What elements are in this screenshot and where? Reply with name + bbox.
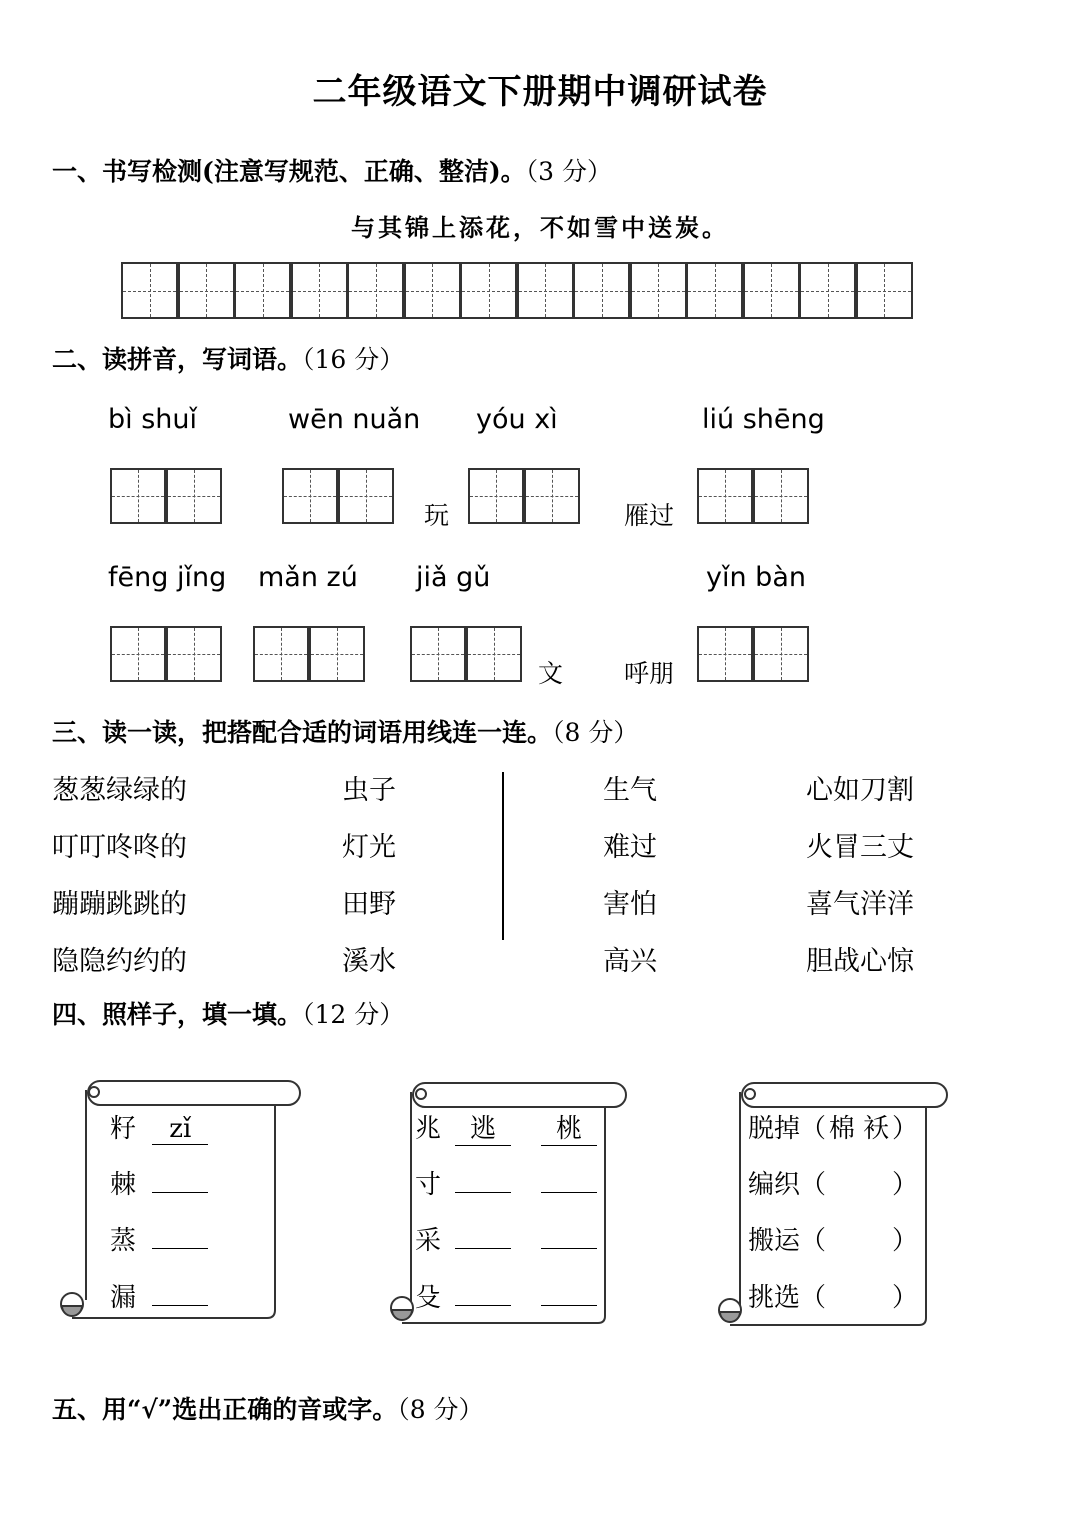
pinyin-wen-nuan: wēn nuǎn (288, 404, 421, 435)
scroll-1-row (110, 1108, 208, 1145)
pinyin-man-zu: mǎn zú (258, 562, 358, 593)
section-3-heading-text: 三、读一读，把搭配合适的词语用线连一连。 (52, 718, 553, 747)
section-4-heading-text: 四、照样子，填一填。 (52, 1000, 303, 1029)
section-5-heading (52, 1390, 484, 1426)
match-idiom-word[interactable]: 喜气洋洋 (806, 889, 914, 920)
scroll-1-char: 棘 (110, 1170, 137, 1200)
scroll-1-blank[interactable] (152, 1305, 208, 1306)
scroll-2-char: 寸 (415, 1170, 442, 1200)
scroll-2-blank[interactable] (541, 1248, 597, 1249)
scroll-2-blank[interactable]: 桃 (541, 1108, 597, 1146)
scroll-1-char: 籽 (110, 1114, 137, 1144)
word-prefix-hupeng: 呼朋 (624, 659, 675, 688)
scroll-3-paren-close: ） (892, 1170, 919, 1200)
scroll-2-row (415, 1220, 597, 1257)
section-1-heading-text: 一、书写检测(注意写规范、正确、整洁)。 (52, 157, 526, 186)
match-left-word[interactable]: 叮叮咚咚的 (52, 832, 187, 863)
scroll-1-char: 漏 (110, 1283, 137, 1313)
scroll-3-paren-open: （ (800, 1114, 827, 1144)
scroll-2-row (415, 1277, 597, 1314)
scroll-2-row (415, 1108, 597, 1146)
scroll-2-blank[interactable] (541, 1305, 597, 1306)
scroll-3-word: 挑选 (748, 1283, 801, 1313)
scroll-2-char: 殳 (415, 1283, 442, 1313)
scroll-3-row (748, 1108, 918, 1145)
match-right-word[interactable]: 田野 (342, 889, 396, 920)
match-left-word[interactable]: 葱葱绿绿的 (52, 775, 187, 806)
page-title: 二年级语文下册期中调研试卷 (312, 72, 768, 112)
section-1-points: （3 分） (525, 157, 613, 186)
pinyin-liu-sheng: liú shēng (702, 404, 825, 435)
section-2-points: （16 分） (302, 345, 405, 374)
scroll-2-blank[interactable] (541, 1192, 597, 1193)
pinyin-jia-gu: jiǎ gǔ (416, 562, 491, 593)
scroll-3-paren-close: ） (892, 1114, 919, 1144)
scroll-2-blank[interactable] (455, 1305, 511, 1306)
word-prefix-yanguo: 雁过 (624, 501, 675, 530)
scroll-1-blank[interactable]: zǐ (152, 1114, 208, 1145)
scroll-2-blank[interactable] (455, 1248, 511, 1249)
scroll-3-paren-open: （ (800, 1226, 827, 1256)
section-5-points: （8 分） (397, 1395, 484, 1424)
match-emotion-word[interactable]: 难过 (603, 832, 657, 863)
match-emotion-word[interactable]: 害怕 (603, 889, 657, 920)
pinyin-bi-shui: bì shuǐ (108, 404, 198, 435)
scroll-3-row (748, 1220, 918, 1257)
scroll-2-char: 采 (415, 1226, 442, 1256)
scroll-3-paren-close: ） (892, 1226, 919, 1256)
scroll-1-row (110, 1277, 208, 1314)
match-idiom-word[interactable]: 心如刀割 (806, 775, 914, 806)
scroll-3-word: 编织 (748, 1170, 801, 1200)
scroll-2-row (415, 1164, 597, 1201)
scroll-1-blank[interactable] (152, 1192, 208, 1193)
scroll-3-row (748, 1277, 918, 1314)
match-idiom-word[interactable]: 火冒三丈 (806, 832, 914, 863)
scroll-2-blank[interactable]: 逃 (455, 1108, 511, 1146)
match-right-word[interactable]: 灯光 (342, 832, 396, 863)
word-suffix-wen: 文 (538, 659, 564, 688)
scroll-1-blank[interactable] (152, 1248, 208, 1249)
section-2-heading-text: 二、读拼音，写词语。 (52, 345, 303, 374)
pinyin-feng-jing: fēng jǐng (108, 562, 227, 593)
scroll-3-blank[interactable]: 棉 袄 (828, 1114, 890, 1144)
scroll-1-char: 蒸 (110, 1226, 137, 1256)
scroll-1-row (110, 1164, 208, 1201)
match-right-word[interactable]: 溪水 (342, 946, 396, 977)
section-5-heading-text: 五、用“√”选出正确的音或字。 (52, 1395, 398, 1424)
scroll-2-blank[interactable] (455, 1192, 511, 1193)
section-4-points: （12 分） (302, 1000, 405, 1029)
match-left-word[interactable]: 隐隐约约的 (52, 946, 187, 977)
scroll-2-char: 兆 (415, 1114, 442, 1144)
scroll-1-row (110, 1220, 208, 1257)
pinyin-yin-ban: yǐn bàn (706, 562, 806, 593)
scroll-3-word: 搬运 (748, 1226, 801, 1256)
scroll-3-paren-open: （ (800, 1170, 827, 1200)
scroll-3-word: 脱掉 (748, 1114, 801, 1144)
section-3-points: （8 分） (552, 718, 639, 747)
match-emotion-word[interactable]: 高兴 (603, 946, 657, 977)
pinyin-you-xi: yóu xì (476, 404, 558, 435)
match-idiom-word[interactable]: 胆战心惊 (806, 946, 914, 977)
match-left-word[interactable]: 蹦蹦跳跳的 (52, 889, 187, 920)
scroll-3-paren-close: ） (892, 1283, 919, 1313)
section-1-quote: 与其锦上添花，不如雪中送炭。 (351, 213, 729, 242)
word-suffix-wan: 玩 (424, 501, 450, 530)
match-emotion-word[interactable]: 生气 (603, 775, 657, 806)
scroll-3-paren-open: （ (800, 1283, 827, 1313)
scroll-3-row (748, 1164, 918, 1201)
match-right-word[interactable]: 虫子 (342, 775, 396, 806)
